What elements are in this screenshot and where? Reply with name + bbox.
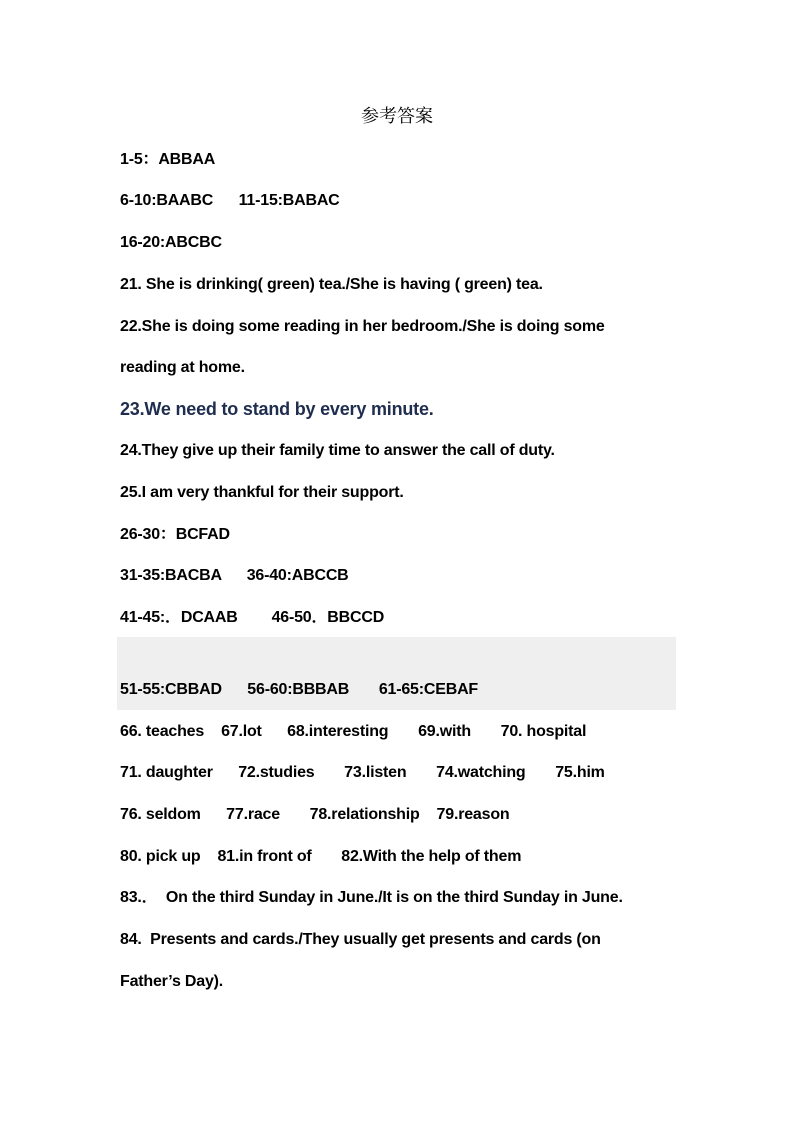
answer-line-83: 83.． On the third Sunday in June./It is on the third Sunday in June. bbox=[120, 889, 623, 906]
answer-line-80-82: 80. pick up 81.in front of 82.With the help of them bbox=[120, 848, 522, 865]
answer-line-6-15: 6-10:BAABC 11-15:BABAC bbox=[120, 192, 340, 209]
answer-line-25: 25.I am very thankful for their support. bbox=[120, 484, 404, 501]
answer-line-41-50: 41-45:．DCAAB 46-50．BBCCD bbox=[120, 609, 385, 626]
answer-line-26-30: 26-30：BCFAD bbox=[120, 526, 230, 543]
answer-line-84: 84. Presents and cards./They usually get presents and cards (on bbox=[120, 931, 601, 948]
answer-line-22-cont: reading at home. bbox=[120, 359, 245, 376]
answer-line-1-5: 1-5：ABBAA bbox=[120, 151, 216, 168]
answer-line-16-20: 16-20:ABCBC bbox=[120, 234, 222, 251]
answer-line-21: 21. She is drinking( green) tea./She is having ( green) tea. bbox=[120, 276, 543, 293]
answer-line-71-75: 71. daughter 72.studies 73.listen 74.watching 75.him bbox=[120, 764, 605, 781]
answer-line-24: 24.They give up their family time to answer the call of duty. bbox=[120, 442, 555, 459]
answer-line-51-65: 51-55:CBBAD 56-60:BBBAB 61-65:CEBAF bbox=[120, 681, 478, 698]
answer-line-66-70: 66. teaches 67.lot 68.interesting 69.with 70. hospital bbox=[120, 723, 587, 740]
answer-line-76-79: 76. seldom 77.race 78.relationship 79.reason bbox=[120, 806, 510, 823]
answer-line-23: 23.We need to stand by every minute. bbox=[120, 399, 434, 419]
answer-line-22: 22.She is doing some reading in her bedroom./She is doing some bbox=[120, 318, 605, 335]
answer-line-31-40: 31-35:BACBA 36-40:ABCCB bbox=[120, 567, 349, 584]
answer-line-84-cont: Father’s Day). bbox=[120, 973, 224, 990]
page-title: 参考答案 bbox=[361, 106, 433, 127]
